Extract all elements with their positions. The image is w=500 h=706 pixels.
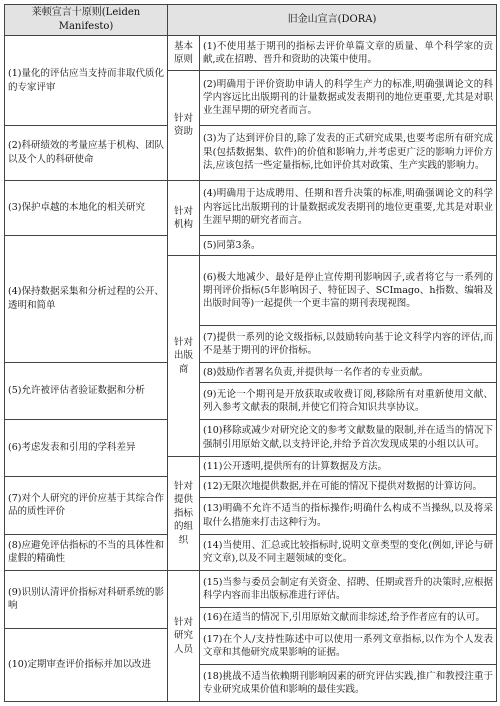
leiden-principle-7: (7)对个人研究的评价应基于其综合作品的质性评价 — [5, 477, 168, 534]
dora-item-13: (13)明确不允许不适当的指标操作;明确什么构成不当操纵,以及将采取什么措施来打击这种行为。 — [200, 497, 497, 534]
dora-item-6: (6)极大地减少、最好是停止宣传期刊影响因子,或者将它与一系列的期刊评价指标(5年影响因子、特征因子、SCImago、h指数、编辑及出版时间等)一起提供一个更丰富的期刊表现视图。 — [200, 256, 497, 326]
dora-item-10: (10)移除或减少对研究论文的参考文献数量的限制,并在适当的情况下强制引用原始文献,以支持评论,并给予首次发现成果的小组以认可。 — [200, 420, 497, 457]
leiden-principle-3: (3)保护卓越的本地化的相关研究 — [5, 180, 168, 235]
category-institutions: 针对机构 — [168, 180, 200, 256]
dora-item-4: (4)明确用于达成聘用、任期和晋升决策的标准,明确强调论文的科学内容远比出版期刊的计量数据或发表期刊的地位更重要,尤其是对职业生涯早期的研究者而言。 — [200, 180, 497, 235]
table-row — [5, 362, 497, 383]
category-basic: 基本原则 — [168, 36, 200, 70]
dora-item-7: (7)提供一系列的论文级指标,以鼓励转向基于论文科学内容的评估,而不是基于期刊的评价指标。 — [200, 326, 497, 363]
comparison-table — [4, 4, 497, 702]
dora-item-15: (15)当参与委员会制定有关资金、招聘、任期或晋升的决策时,应根据科学内容而非出版标准进行评估。 — [200, 571, 497, 608]
table-row — [5, 628, 497, 665]
category-funders: 针对资助 — [168, 70, 200, 180]
dora-item-3: (3)为了达到评价目的,除了发表的正式研究成果,也要考虑所有研究成果(包括数据集、软件)的价值和影响力,并考虑更广泛的影响力评价方法,应该包括一些定量指标,比如评价其对政策、生产实践的影响力。 — [200, 125, 497, 180]
table-row — [5, 36, 497, 70]
category-metrics-providers: 针对提供指标的组织 — [168, 456, 200, 571]
dora-item-5: (5)同第3条。 — [200, 235, 497, 256]
leiden-header: 莱顿宣言十原则(Leiden Manifesto) — [5, 5, 168, 36]
table-row — [5, 477, 497, 498]
leiden-principle-2: (2)科研绩效的考量应基于机构、团队以及个人的科研使命 — [5, 125, 168, 180]
table-row — [5, 571, 497, 608]
leiden-principle-8: (8)应避免评估指标的不当的具体性和虚假的精确性 — [5, 534, 168, 571]
table-row — [5, 420, 497, 457]
table-row — [5, 534, 497, 571]
leiden-principle-4: (4)保持数据采集和分析过程的公开、透明和简单 — [5, 235, 168, 362]
category-publishers: 针对出版商 — [168, 256, 200, 456]
table-header-row — [5, 5, 497, 36]
leiden-principle-6: (6)考虑发表和引用的学科差异 — [5, 420, 168, 477]
dora-item-18: (18)挑战不适当依赖期刊影响因素的研究评估实践,推广和教授注重于专业研究成果价值和影响的最佳实践。 — [200, 665, 497, 702]
table-row — [5, 180, 497, 235]
dora-item-17: (17)在个人/支持性陈述中可以使用一系列文章指标,以作为个人发表文章和其他研究成果影响的证据。 — [200, 628, 497, 665]
dora-item-9: (9)无论一个期刊是开放获取或收费订阅,移除所有对重新使用文献、列入参考文献表的限制,并使它们符合知识共享协议。 — [200, 383, 497, 420]
dora-item-8: (8)鼓励作者署名负责,并提供每一名作者的专业贡献。 — [200, 362, 497, 383]
dora-item-1: (1)不使用基于期刊的指标去评价单篇文章的质量、单个科学家的贡献,或在招聘、晋升和资助的决策中使用。 — [200, 36, 497, 70]
dora-item-11: (11)公开透明,提供所有的计算数据及方法。 — [200, 456, 497, 477]
dora-item-14: (14)当使用、汇总或比较指标时,说明文章类型的变化(例如,评论与研究文章),以及不同主题领域的变化。 — [200, 534, 497, 571]
dora-item-16: (16)在适当的情况下,引用原始文献而非综述,给予作者应有的认可。 — [200, 607, 497, 628]
dora-item-2: (2)明确用于评价资助申请人的科学生产力的标准,明确强调论文的科学内容远比出版期刊的计量数据或发表期刊的地位更重要,尤其是对职业生涯早期的研究者而言。 — [200, 70, 497, 125]
leiden-principle-10: (10)定期审查评价指标并加以改进 — [5, 628, 168, 701]
table-row — [5, 125, 497, 180]
leiden-principle-9: (9)识别认清评价指标对科研系统的影响 — [5, 571, 168, 628]
dora-header: 旧金山宣言(DORA) — [168, 5, 497, 36]
table-row — [5, 235, 497, 256]
page — [4, 4, 496, 702]
dora-item-12: (12)无限次地提供数据,并在可能的情况下提供对数据的计算访问。 — [200, 477, 497, 498]
category-researchers: 针对研究人员 — [168, 571, 200, 702]
leiden-principle-5: (5)允许被评估者验证数据和分析 — [5, 362, 168, 419]
leiden-principle-1: (1)量化的评估应当支持而非取代质化的专家评审 — [5, 36, 168, 125]
